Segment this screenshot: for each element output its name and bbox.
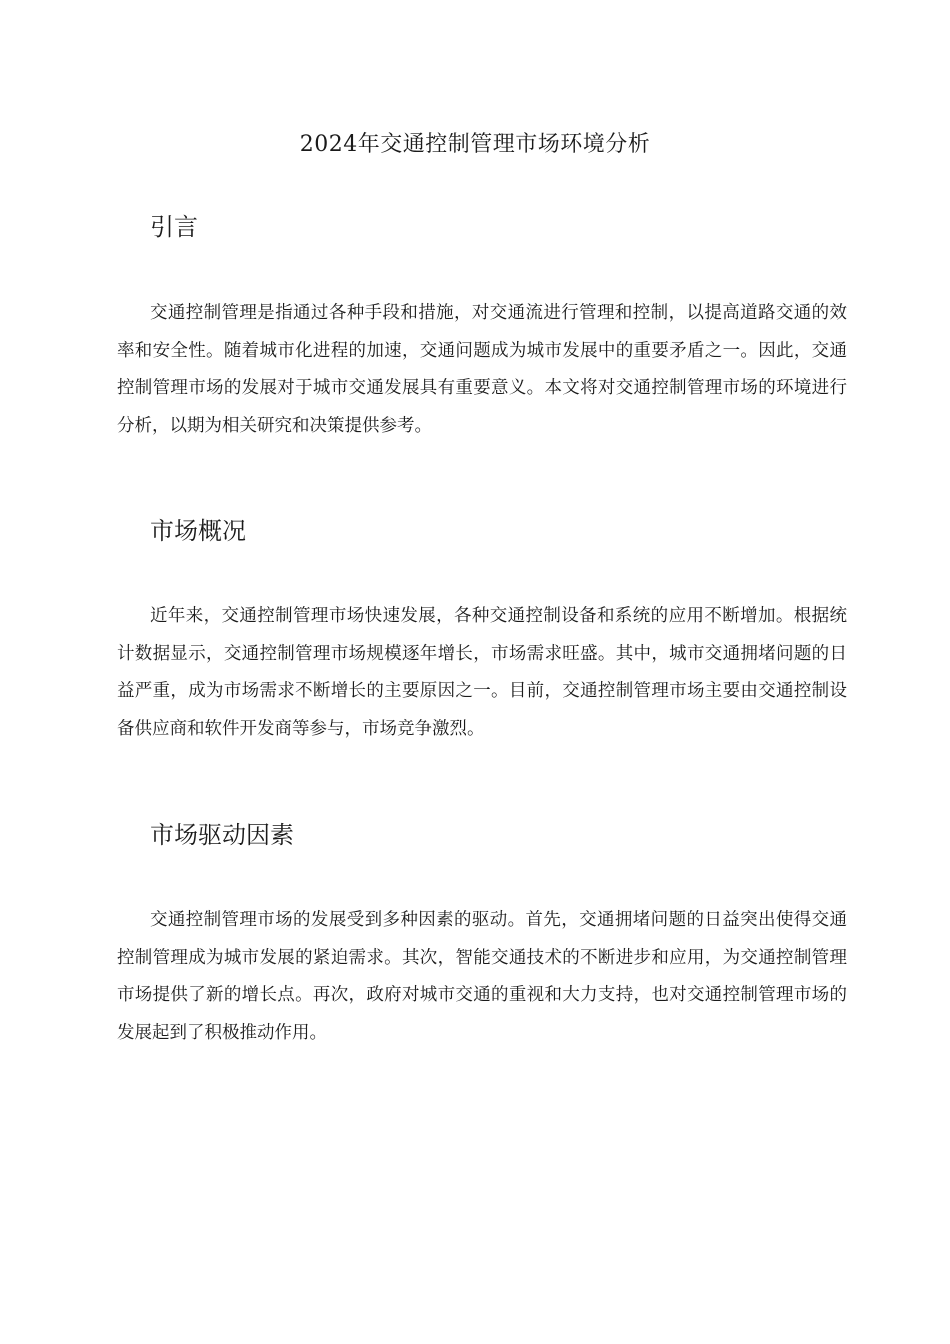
section-paragraph-market-drivers: 交通控制管理市场的发展受到多种因素的驱动。首先，交通拥堵问题的日益突出使得交通控制管理成为城市发展的紧迫需求。其次，智能交通技术的不断进步和应用，为交通控制管理市场提供了新的增长点。再次，政府对城市交通的重视和大力支持，也对交通控制管理市场的发展起到了积极推动作用。	[117, 910, 847, 1043]
document-title: 2024年交通控制管理市场环境分析	[299, 132, 651, 157]
section-heading-market-overview: 市场概况	[150, 517, 246, 545]
section-paragraph-market-overview: 近年来，交通控制管理市场快速发展，各种交通控制设备和系统的应用不断增加。根据统计数据显示，交通控制管理市场规模逐年增长，市场需求旺盛。其中，城市交通拥堵问题的日益严重，成为市场需求不断增长的主要原因之一。目前，交通控制管理市场主要由交通控制设备供应商和软件开发商等参与，市场竞争激烈。	[117, 606, 847, 739]
section-heading-introduction: 引言	[150, 213, 198, 241]
section-heading-market-drivers: 市场驱动因素	[150, 821, 294, 849]
section-paragraph-introduction: 交通控制管理是指通过各种手段和措施，对交通流进行管理和控制，以提高道路交通的效率和安全性。随着城市化进程的加速，交通问题成为城市发展中的重要矛盾之一。因此，交通控制管理市场的发展对于城市交通发展具有重要意义。本文将对交通控制管理市场的环境进行分析，以期为相关研究和决策提供参考。	[117, 303, 847, 436]
